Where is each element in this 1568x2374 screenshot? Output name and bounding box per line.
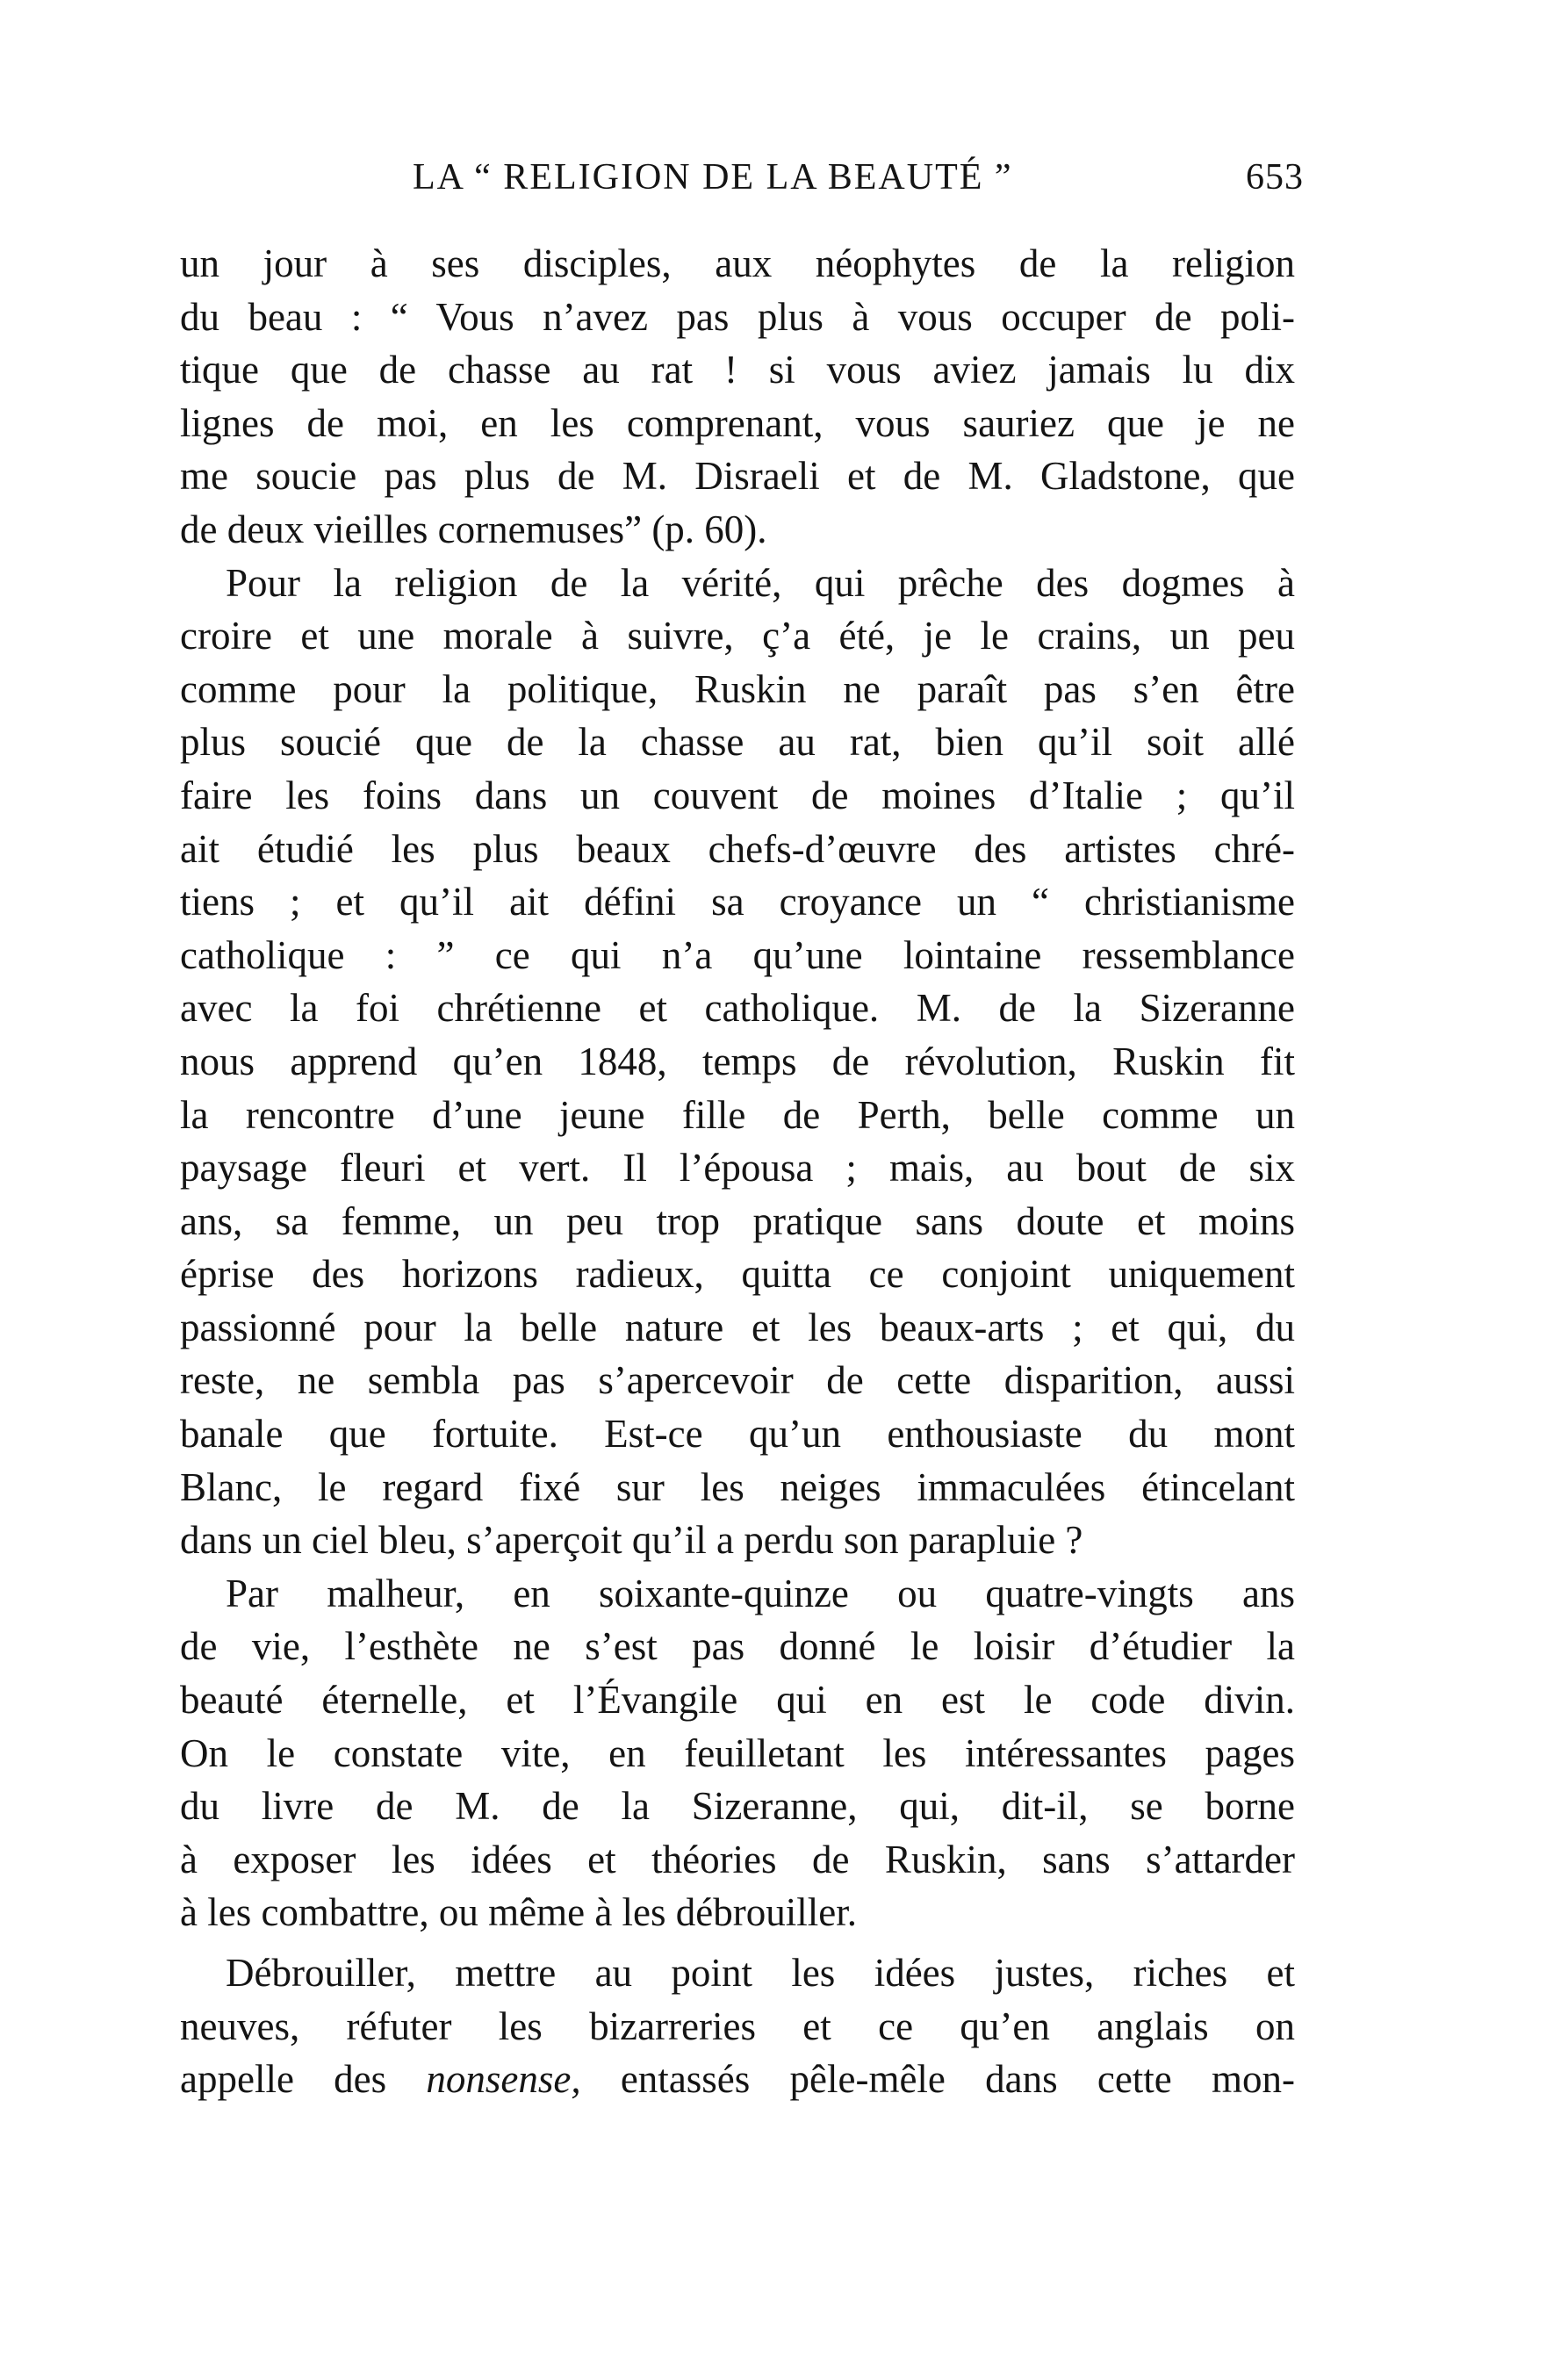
paragraph-4 <box>180 1946 1295 2106</box>
text-line: comme pour la politique, Ruskin ne paraît pas s’en être <box>180 666 1295 711</box>
text-line: avec la foi chrétienne et catholique. M. de la Sizeranne <box>180 986 1295 1031</box>
text-line: la rencontre d’une jeune fille de Perth, belle comme un <box>180 1092 1295 1137</box>
paragraph-3 <box>180 1567 1295 1939</box>
text-line: lignes de moi, en les comprenant, vous sauriez que je ne <box>180 400 1295 445</box>
text-line: faire les foins dans un couvent de moines d’Italie ; qu’il <box>180 773 1295 817</box>
text-line: de deux vieilles cornemuses” (p. 60). <box>180 507 767 551</box>
text-line: dans un ciel bleu, s’aperçoit qu’il a perdu son parapluie ? <box>180 1518 1083 1563</box>
text-line: Pour la religion de la vérité, qui prêche des dogmes à <box>226 560 1295 605</box>
running-title: LA “ RELIGION DE LA BEAUTÉ ” <box>413 157 1013 198</box>
body-text <box>180 237 1295 2106</box>
text-line: nous apprend qu’en 1848, temps de révolution, Ruskin fit <box>180 1039 1295 1083</box>
text-line: ans, sa femme, un peu trop pratique sans doute et moins <box>180 1198 1295 1243</box>
text-line: passionné pour la belle nature et les beaux-arts ; et qui, du <box>180 1305 1295 1349</box>
text-line: ait étudié les plus beaux chefs-d’œuvre des artistes chré- <box>180 826 1295 871</box>
text-line: Débrouiller, mettre au point les idées justes, riches et <box>226 1951 1295 1995</box>
text-line: banale que fortuite. Est-ce qu’un enthousiaste du mont <box>180 1412 1295 1457</box>
text-line: croire et une morale à suivre, ç’a été, je le crains, un peu <box>180 614 1295 658</box>
page-number: 653 <box>1246 157 1304 198</box>
paragraph-2 <box>180 557 1295 1567</box>
text-line: reste, ne sembla pas s’apercevoir de cette disparition, aussi <box>180 1358 1295 1403</box>
text-line: de vie, l’esthète ne s’est pas donné le loisir d’étudier la <box>180 1624 1295 1669</box>
text-line: éprise des horizons radieux, quitta ce conjoint uniquement <box>180 1252 1295 1297</box>
text-run: appelle des <box>180 2057 427 2102</box>
text-run: entassés pêle-mêle dans cette mon- <box>580 2057 1295 2102</box>
text-line: beauté éternelle, et l’Évangile qui en est le code divin. <box>180 1678 1295 1723</box>
text-line: du beau : “ Vous n’avez pas plus à vous occuper de poli- <box>180 294 1295 339</box>
text-line: tiens ; et qu’il ait défini sa croyance un “ christianisme <box>180 880 1295 924</box>
text-line: On le constate vite, en feuilletant les intéressantes pages <box>180 1730 1295 1775</box>
italic-term: nonsense, <box>426 2057 581 2102</box>
running-head <box>180 156 1304 209</box>
text-line: paysage fleuri et vert. Il l’épousa ; mais, au bout de six <box>180 1146 1295 1191</box>
text-line: me soucie pas plus de M. Disraeli et de M. Gladstone, que <box>180 454 1295 499</box>
text-line: à les combattre, ou même à les débrouiller. <box>180 1890 857 1935</box>
text-line: neuves, réfuter les bizarreries et ce qu’en anglais on <box>180 2004 1295 2048</box>
text-line: catholique : ” ce qui n’a qu’une lointaine ressemblance <box>180 932 1295 977</box>
text-line: tique que de chasse au rat ! si vous aviez jamais lu dix <box>180 348 1295 392</box>
paragraph-1 <box>180 237 1295 557</box>
paragraph-gap <box>180 1939 1295 1946</box>
text-line-with-italic <box>180 2053 1295 2106</box>
text-line: plus soucié que de la chasse au rat, bien qu’il soit allé <box>180 720 1295 765</box>
text-line: Par malheur, en soixante-quinze ou quatre-vingts ans <box>226 1571 1295 1615</box>
text-line: Blanc, le regard fixé sur les neiges immaculées étincelant <box>180 1464 1295 1509</box>
text-line: un jour à ses disciples, aux néophytes de la religion <box>180 241 1295 285</box>
text-line: du livre de M. de la Sizeranne, qui, dit-il, se borne <box>180 1784 1295 1829</box>
text-line: à exposer les idées et théories de Ruskin, sans s’attarder <box>180 1837 1295 1881</box>
